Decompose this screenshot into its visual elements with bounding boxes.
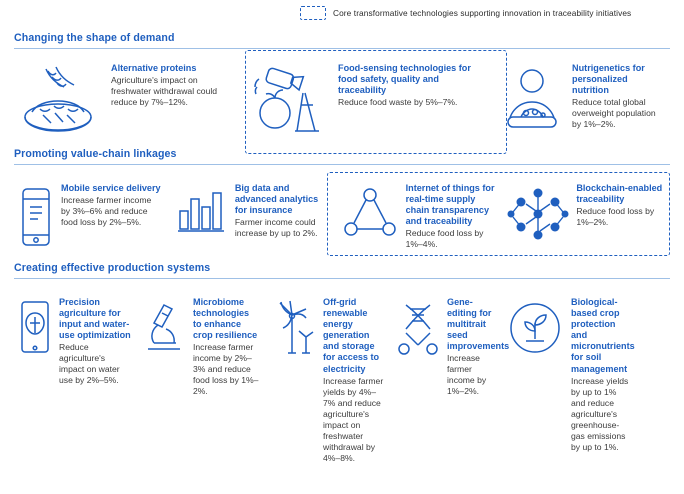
card-heading: Blockchain-enabled traceability bbox=[576, 183, 663, 205]
card-text bbox=[572, 63, 665, 130]
card-body: Increase farmer income by 3%–6% and reduce food loss by 2%–5%. bbox=[61, 195, 152, 228]
section-title-demand: Changing the shape of demand bbox=[14, 32, 175, 44]
card-heading: Microbiome technologies to enhance crop resilience bbox=[193, 297, 258, 341]
card-body: Increase farmer income by 2%–3% and reduce food loss by 1%–2%. bbox=[193, 342, 259, 397]
seedling-circle-icon bbox=[506, 297, 564, 357]
dashed-box-swatch bbox=[300, 6, 326, 20]
mobile-phone-icon bbox=[18, 183, 54, 251]
card-food-sensing bbox=[235, 59, 487, 147]
section-value-chain bbox=[0, 148, 684, 255]
card-body: Reduce food loss by 1%–4%. bbox=[405, 228, 484, 250]
precision-tablet-icon bbox=[18, 297, 52, 359]
card-text bbox=[193, 297, 259, 397]
card-body: Increase farmer yields by 4%–7% and reduce agriculture's impact on freshwater withdrawal by 4%–8%. bbox=[323, 375, 384, 463]
card-body: Agriculture's impact on freshwater withdrawal could reduce by 7%–12%. bbox=[111, 75, 218, 108]
card-heading: Precision agriculture for input and water-use optimization bbox=[59, 297, 131, 341]
card-body: Reduce food loss by 1%–2%. bbox=[576, 206, 655, 228]
card-biological-crop-protection bbox=[502, 293, 638, 457]
wind-turbine-icon bbox=[268, 297, 316, 361]
card-body: Increase yields by up to 1% and reduce agriculture's greenhouse-gas emissions by up to 1%. bbox=[571, 375, 629, 452]
card-text bbox=[235, 183, 320, 239]
section-production bbox=[0, 262, 684, 468]
card-heading: Gene-editing for multitrait seed improvements bbox=[447, 297, 510, 352]
card-text bbox=[447, 297, 510, 397]
card-text bbox=[59, 297, 131, 386]
section-demand bbox=[0, 32, 684, 147]
section-title-value-chain: Promoting value-chain linkages bbox=[14, 148, 177, 160]
card-heading: Nutrigenetics for personalized nutrition bbox=[572, 63, 645, 96]
cards-value-chain bbox=[0, 165, 684, 255]
sensor-apple-icon bbox=[247, 63, 331, 143]
card-body: Farmer income could increase by up to 2%. bbox=[234, 217, 318, 239]
card-blockchain bbox=[501, 179, 670, 247]
card-nutrigenetics bbox=[487, 59, 670, 143]
card-heading: Big data and advanced analytics for insurance bbox=[234, 183, 319, 216]
cards-production bbox=[0, 279, 684, 468]
cards-demand bbox=[0, 49, 684, 147]
card-heading: Food-sensing technologies for food safety, quality and traceability bbox=[338, 63, 471, 96]
gene-scissors-icon bbox=[396, 297, 440, 357]
card-iot bbox=[325, 179, 502, 254]
card-heading: Mobile service delivery bbox=[61, 183, 161, 193]
person-bowl-icon bbox=[499, 63, 565, 139]
card-heading: Internet of things for real-time supply chain transparency and traceability bbox=[405, 183, 495, 227]
card-big-data bbox=[166, 179, 325, 243]
section-title-production: Creating effective production systems bbox=[14, 262, 211, 274]
card-heading: Alternative proteins bbox=[111, 63, 197, 73]
card-text bbox=[323, 297, 387, 464]
card-text bbox=[338, 63, 482, 108]
card-text bbox=[571, 297, 633, 453]
card-text bbox=[61, 183, 161, 228]
card-heading: Biological-based crop protection and micronutrients for soil management bbox=[571, 297, 635, 374]
iot-network-icon bbox=[341, 183, 399, 245]
card-gene-editing bbox=[392, 293, 510, 401]
card-alternative-proteins bbox=[14, 59, 235, 143]
bar-chart-icon bbox=[174, 183, 228, 237]
card-body: Reduce food waste by 5%–7%. bbox=[338, 97, 458, 108]
card-text bbox=[576, 183, 665, 228]
blockchain-molecule-icon bbox=[507, 183, 569, 243]
card-body: Reduce agriculture's impact on water use by 2%–5%. bbox=[59, 342, 120, 386]
card-text bbox=[406, 183, 497, 250]
legend-label: Core transformative technologies supporting innovation in traceability initiatives bbox=[333, 8, 632, 18]
card-heading: Off-grid renewable energy generation and storage for access to electricity bbox=[323, 297, 380, 374]
card-body: Increase farmer income by 1%–2%. bbox=[447, 353, 487, 397]
card-mobile-service bbox=[14, 179, 166, 255]
card-text bbox=[111, 63, 230, 108]
pie-dna-icon bbox=[18, 63, 104, 139]
card-offgrid-energy bbox=[264, 293, 392, 468]
card-microbiome bbox=[136, 293, 264, 401]
legend bbox=[300, 6, 631, 20]
microscope-icon bbox=[142, 297, 186, 357]
card-precision-agriculture bbox=[14, 293, 136, 390]
card-body: Reduce total global overweight population by 1%–2%. bbox=[572, 97, 656, 130]
